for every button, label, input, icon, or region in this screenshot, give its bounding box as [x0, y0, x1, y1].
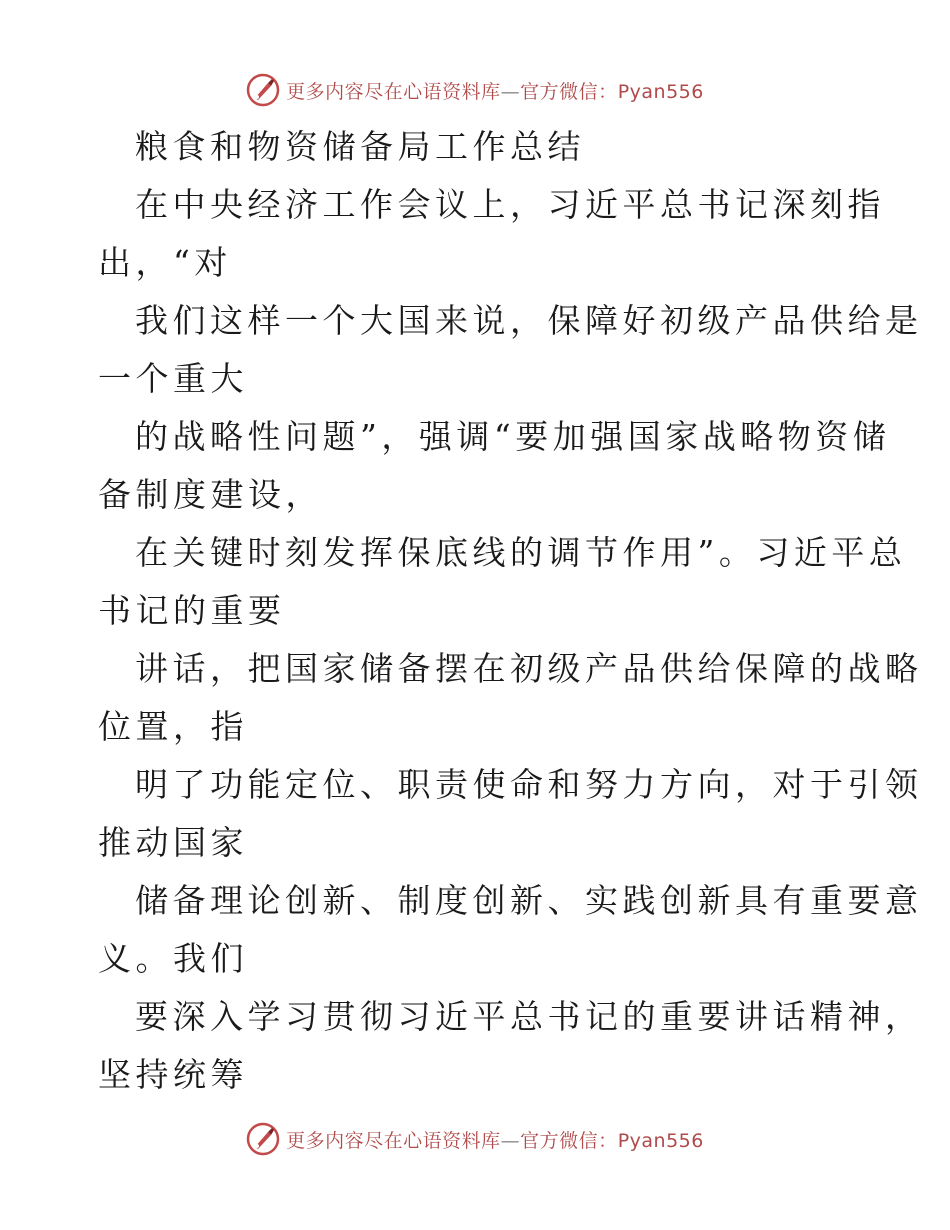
paragraph-line: 讲话，把国家储备摆在初级产品供给保障的战略 [135, 649, 923, 688]
watermark-separator: — [500, 1129, 521, 1152]
paragraph-line: 我们这样一个大国来说，保障好初级产品供给是 [135, 301, 923, 340]
footer-watermark [0, 1119, 950, 1159]
document-title: 粮食和物资储备局工作总结 [135, 127, 585, 166]
paragraph-line: 位置，指 [98, 707, 248, 746]
paragraph-line: 坚持统筹 [98, 1055, 248, 1094]
pen-quill-seal-icon [246, 73, 280, 107]
paragraph-line: 的战略性问题”，强调“要加强国家战略物资储 [135, 417, 891, 456]
paragraph-line: 推动国家 [98, 823, 248, 862]
watermark-text [286, 77, 704, 104]
watermark-separator: — [500, 80, 521, 103]
header-watermark [0, 70, 950, 110]
paragraph-line: 书记的重要 [98, 591, 286, 630]
paragraph-line: 在中央经济工作会议上，习近平总书记深刻指 [135, 185, 885, 224]
watermark-wechat-label: 官方微信： [520, 1129, 618, 1152]
paragraph-line: 储备理论创新、制度创新、实践创新具有重要意 [135, 881, 923, 920]
watermark-wechat-label: 官方微信： [520, 80, 618, 103]
paragraph-line: 要深入学习贯彻习近平总书记的重要讲话精神， [135, 997, 923, 1036]
watermark-wechat-id: Pyan556 [617, 80, 704, 103]
paragraph-line: 在关键时刻发挥保底线的调节作用”。习近平总 [135, 533, 907, 572]
watermark-brand: 更多内容尽在心语资料库 [286, 1129, 501, 1152]
paragraph-line: 一个重大 [98, 359, 248, 398]
watermark-brand: 更多内容尽在心语资料库 [286, 80, 501, 103]
paragraph-line: 备制度建设， [98, 475, 323, 514]
paragraph-line: 明了功能定位、职责使命和努力方向，对于引领 [135, 765, 923, 804]
paragraph-line: 义。我们 [98, 939, 248, 978]
paragraph-line: 出，“对 [98, 243, 232, 282]
watermark-text [286, 1126, 704, 1153]
pen-quill-seal-icon [246, 1122, 280, 1156]
watermark-wechat-id: Pyan556 [617, 1129, 704, 1152]
